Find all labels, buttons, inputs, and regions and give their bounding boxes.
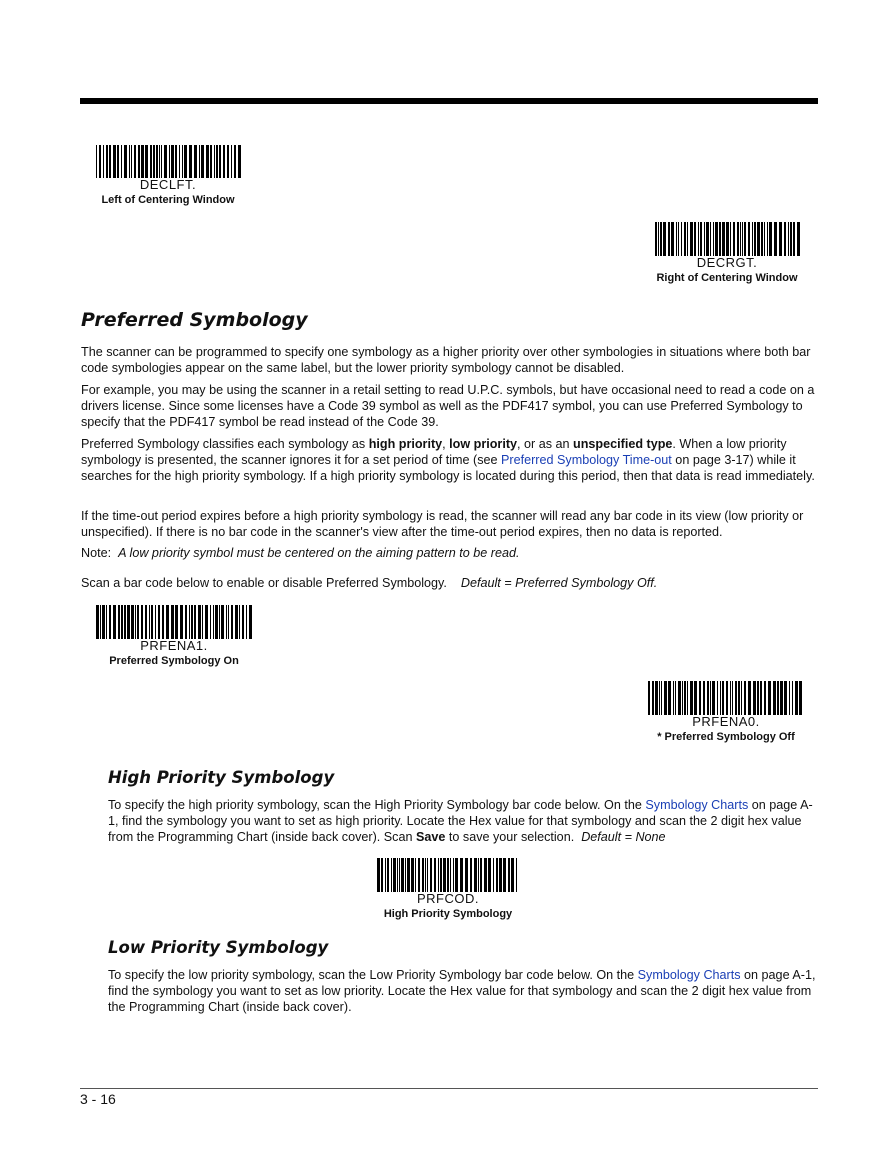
barcode-bar (175, 145, 177, 178)
barcode-bar (784, 681, 787, 715)
barcode-code: DECRGT. (696, 255, 758, 270)
barcode-bar (159, 145, 160, 178)
barcode-bar (726, 222, 729, 256)
barcode-bar (496, 858, 498, 892)
barcode-bar (161, 145, 162, 178)
barcode-bar (182, 145, 183, 178)
barcode-bar (124, 145, 127, 178)
barcode-caption: High Priority Symbology (383, 908, 513, 920)
barcode-bar (793, 222, 795, 256)
barcode-bar (213, 605, 214, 639)
barcode-bar (671, 222, 674, 256)
text: , (442, 437, 450, 451)
barcode-bar (401, 858, 404, 892)
barcode-bar (100, 605, 101, 639)
barcode-bar (740, 222, 741, 256)
barcode-bar (710, 222, 711, 256)
barcode-bar (779, 222, 782, 256)
barcode-bar (131, 605, 134, 639)
barcode-bar (789, 681, 790, 715)
barcode-decflt (88, 145, 248, 207)
barcode-bar (661, 681, 662, 715)
barcode-bar (149, 605, 150, 639)
barcode-bar (774, 222, 777, 256)
barcode-decrgt (646, 222, 808, 285)
barcode-bar (202, 605, 203, 639)
barcode-bar (684, 222, 686, 256)
barcode-bar (767, 222, 768, 256)
barcode-bar (663, 222, 666, 256)
barcode-bar (185, 605, 187, 639)
barcode-bar (470, 858, 472, 892)
barcode-bar (228, 605, 229, 639)
barcode-code: PRFCOD. (417, 891, 479, 906)
barcode-bar (141, 145, 144, 178)
barcode-caption: Right of Centering Window (656, 272, 798, 284)
barcode-bar (757, 222, 760, 256)
barcode-bar (511, 858, 514, 892)
barcode-bar (744, 681, 746, 715)
barcode-bar (700, 222, 702, 256)
barcode-bar (117, 145, 119, 178)
section-title-low-priority: Low Priority Symbology (108, 938, 329, 957)
barcode-bars (646, 681, 806, 715)
barcode-bar (757, 681, 759, 715)
paragraph: The scanner can be programmed to specify one symbology as a higher priority over other symbologies in situations where both bar code symbologies appear on the same label, but the lower priority symbology cannot be disabled. (81, 345, 811, 376)
barcode-bar (450, 858, 451, 892)
barcode-bar (106, 145, 108, 178)
barcode-bar (706, 222, 709, 256)
barcode-code: PRFENA1. (140, 638, 208, 653)
barcode-bar (124, 605, 126, 639)
barcode-bar (201, 145, 204, 178)
barcode-bar (405, 858, 406, 892)
barcode-bar (397, 858, 398, 892)
barcode-bar (189, 145, 192, 178)
barcode-bar (682, 681, 683, 715)
barcode-bar (198, 605, 201, 639)
barcode-bar (381, 858, 383, 892)
barcode-bar (668, 681, 671, 715)
barcode-bar (210, 605, 211, 639)
barcode-bar (189, 605, 190, 639)
barcode-bar (387, 858, 389, 892)
barcode-bar (121, 605, 123, 639)
barcode-bar (773, 681, 776, 715)
barcode-bar (134, 145, 136, 178)
barcode-bar (493, 858, 494, 892)
barcode-bar (443, 858, 446, 892)
barcode-bar (156, 145, 158, 178)
barcode-bar (668, 222, 670, 256)
barcode-bar (694, 681, 697, 715)
barcode-bar (242, 605, 244, 639)
barcode-bar (96, 605, 99, 639)
barcode-bar (210, 145, 212, 178)
barcode-bar (180, 605, 183, 639)
barcode-bar (118, 605, 120, 639)
barcode-bar (733, 222, 735, 256)
barcode-bar (169, 145, 170, 178)
text: on page 3-17) while it searches for the high priority symbology. If a high priority symbology is located during this period, then that data is read immediately. (81, 453, 815, 484)
barcode-bar (722, 222, 725, 256)
default-value: Default = Preferred Symbology Off. (460, 576, 658, 590)
link-preferred-symbology-timeout[interactable]: Preferred Symbology Time-out (501, 453, 672, 468)
barcode-bar (109, 145, 111, 178)
barcode-bar (741, 681, 742, 715)
barcode-bar (652, 681, 654, 715)
barcode-bar (206, 145, 209, 178)
bold-text: Save (415, 830, 446, 845)
barcode-bar (171, 145, 174, 178)
barcode-bar (655, 681, 658, 715)
barcode-bar (194, 145, 197, 178)
barcode-bar (399, 858, 400, 892)
barcode-bar (704, 222, 705, 256)
barcode-bar (106, 605, 107, 639)
barcode-bar (722, 681, 724, 715)
barcode-bar (748, 681, 751, 715)
barcode-bar (164, 145, 167, 178)
barcode-bar (726, 681, 728, 715)
barcode-bar (797, 222, 800, 256)
barcode-bar (460, 858, 463, 892)
barcode-bar (516, 858, 517, 892)
barcode-bar (681, 222, 682, 256)
barcode-bar (712, 681, 715, 715)
barcode-bar (453, 858, 454, 892)
barcode-bar (764, 222, 765, 256)
barcode-bar (678, 222, 679, 256)
barcode-bar (703, 681, 705, 715)
barcode-bar (199, 145, 200, 178)
barcode-caption: * Preferred Symbology Off (657, 731, 795, 743)
barcode-bars (653, 222, 801, 256)
text: on page A-1, find the symbology you want to set as high priority. Locate the Hex value for that symbology and scan the 2 digit hex value from the Programming Chart (inside back cover). Scan (108, 798, 813, 845)
barcode-bar (121, 145, 122, 178)
barcode-bar (660, 222, 662, 256)
bold-text: low priority (449, 437, 518, 451)
section-title-preferred-symbology: Preferred Symbology (81, 309, 308, 331)
barcode-bar (131, 145, 132, 178)
barcode-bar (752, 222, 753, 256)
barcode-bar (438, 858, 439, 892)
barcode-bar (713, 222, 714, 256)
barcode-bar (219, 605, 220, 639)
barcode-bar (753, 681, 756, 715)
note (81, 545, 817, 561)
barcode-prfena0 (640, 681, 812, 744)
barcode-bar (223, 145, 225, 178)
barcode-bar (216, 145, 218, 178)
barcode-bar (179, 145, 180, 178)
barcode-bar (407, 858, 410, 892)
barcode-bar (730, 681, 731, 715)
barcode-bar (707, 681, 709, 715)
text: on page A-1, find the symbology you want to set as low priority. Locate the Hex value for that symbology and scan the 2 digit hex value from the Programming Chart (inside back cover). (108, 968, 816, 1015)
barcode-bar (145, 605, 147, 639)
text: To specify the high priority symbology, scan the High Priority Symbology bar code below. On the (108, 798, 646, 812)
barcode-bar (434, 858, 436, 892)
barcode-bar (710, 681, 711, 715)
barcode-bar (129, 145, 130, 178)
barcode-bar (735, 681, 737, 715)
barcode-bar (377, 858, 380, 892)
barcode-bar (790, 222, 792, 256)
barcode-bar (137, 605, 139, 639)
barcode-bar (430, 858, 432, 892)
barcode-prfcod (370, 858, 526, 921)
barcode-bar (717, 681, 718, 715)
barcode-bar (788, 222, 789, 256)
text: Preferred Symbology classifies each symbology as (81, 437, 369, 451)
barcode-bar (155, 605, 156, 639)
barcode-code: DECLFT. (139, 177, 197, 192)
barcode-prfena1 (88, 605, 260, 668)
barcode-bar (673, 681, 674, 715)
barcode-bars (94, 145, 242, 178)
text: to save your selection. (445, 830, 575, 845)
barcode-bar (784, 222, 786, 256)
barcode-bar (474, 858, 477, 892)
barcode-bar (385, 858, 386, 892)
barcode-bar (769, 222, 772, 256)
barcode-bar (103, 145, 104, 178)
note-label: Note: (81, 546, 112, 560)
paragraph: For example, you may be using the scanner in a retail setting to read U.P.C. symbols, but have occasional need to read a code on a drivers license. Since some licenses have a Code 39 symbol as well as the PDF417 symbol, you can use Preferred Symbology to specify that the PDF417 symbol be read instead of the Code 39. (81, 383, 815, 430)
barcode-bar (113, 145, 116, 178)
barcode-bar (465, 858, 468, 892)
barcode-bar (764, 681, 766, 715)
bottom-rule (80, 1088, 818, 1089)
text: To specify the low priority symbology, scan the Low Priority Symbology bar code below. On the (108, 968, 638, 982)
barcode-bar (730, 222, 731, 256)
barcode-bar (109, 605, 111, 639)
barcode-bar (249, 605, 252, 639)
barcode-bar (795, 681, 798, 715)
barcode-bar (792, 681, 793, 715)
paragraph (108, 797, 820, 846)
barcode-bar (102, 605, 105, 639)
barcode-bar (777, 681, 779, 715)
barcode-bar (135, 605, 136, 639)
barcode-bar (415, 858, 416, 892)
barcode-bar (499, 858, 502, 892)
barcode-bar (676, 222, 677, 256)
barcode-bar (455, 858, 458, 892)
barcode-bar (227, 145, 229, 178)
barcode-bar (768, 681, 771, 715)
barcode-bar (411, 858, 414, 892)
barcode-bar (226, 605, 227, 639)
barcode-bar (508, 858, 510, 892)
paragraph: If the time-out period expires before a high priority symbology is read, the scanner will read any bar code in its view (low priority or unspecified). If there is no bar code in the scanner's view after the time-out period expires, then no data is reported. (81, 509, 804, 540)
barcode-bar (141, 605, 143, 639)
barcode-bar (99, 145, 101, 178)
page-number: 3 - 16 (80, 1091, 116, 1107)
barcode-bar (684, 681, 686, 715)
barcode-bar (480, 858, 482, 892)
paragraph (81, 436, 817, 485)
barcode-bar (234, 145, 236, 178)
barcode-bar (235, 605, 238, 639)
barcode-code: PRFENA0. (692, 714, 760, 729)
barcode-bar (138, 145, 140, 178)
barcode-bar (659, 681, 660, 715)
barcode-bar (484, 858, 487, 892)
barcode-caption: Left of Centering Window (101, 194, 235, 206)
barcode-bars (375, 858, 521, 892)
section-title-high-priority: High Priority Symbology (108, 768, 335, 787)
text: , or as an (517, 437, 574, 451)
barcode-bar (738, 681, 740, 715)
barcode-bar (748, 222, 750, 256)
barcode-bar (715, 222, 718, 256)
barcode-bar (694, 222, 696, 256)
barcode-bar (699, 681, 701, 715)
barcode-bar (239, 605, 240, 639)
barcode-bar (503, 858, 506, 892)
barcode-bar (754, 222, 756, 256)
barcode-bar (744, 222, 746, 256)
barcode-bar (205, 605, 208, 639)
barcode-bar (231, 605, 233, 639)
barcode-bar (690, 222, 693, 256)
barcode-bar (184, 145, 187, 178)
barcode-bar (171, 605, 174, 639)
note-text: A low priority symbol must be centered on the aiming pattern to be read. (118, 546, 520, 560)
barcode-bar (96, 145, 97, 178)
scan-instruction (81, 575, 817, 591)
barcode-bar (127, 605, 130, 639)
barcode-bar (478, 858, 479, 892)
barcode-bar (687, 681, 688, 715)
barcode-bar (687, 222, 688, 256)
paragraph (108, 967, 820, 1016)
barcode-bar (447, 858, 449, 892)
barcode-bar (732, 681, 733, 715)
barcode-bar (655, 222, 657, 256)
barcode-bar (153, 145, 155, 178)
barcode-bar (440, 858, 442, 892)
barcode-bar (231, 145, 232, 178)
barcode-bar (151, 605, 153, 639)
barcode-bar (720, 681, 721, 715)
barcode-bar (761, 222, 763, 256)
top-rule (80, 98, 818, 104)
barcode-bar (690, 681, 693, 715)
barcode-bar (488, 858, 491, 892)
barcode-bar (678, 681, 681, 715)
barcode-bar (742, 222, 743, 256)
barcode-bar (418, 858, 420, 892)
text: . When a low priority symbology is presented, the scanner ignores it for a set period of time (see (81, 437, 787, 468)
barcode-bar (158, 605, 160, 639)
barcode-bar (215, 605, 218, 639)
barcode-bar (166, 605, 169, 639)
barcode-bar (719, 222, 721, 256)
barcode-bar (391, 858, 392, 892)
barcode-bar (214, 145, 215, 178)
barcode-bar (393, 858, 396, 892)
barcode-bar (648, 681, 650, 715)
barcode-bar (737, 222, 739, 256)
barcode-bar (698, 222, 699, 256)
barcode-bar (191, 605, 193, 639)
barcode-bar (162, 605, 164, 639)
barcode-caption: Preferred Symbology On (109, 655, 239, 667)
barcode-bar (658, 222, 659, 256)
barcode-bar (194, 605, 196, 639)
barcode-bars (94, 605, 254, 639)
barcode-bar (799, 681, 802, 715)
barcode-bar (150, 145, 152, 178)
barcode-bar (113, 605, 116, 639)
barcode-bar (427, 858, 428, 892)
barcode-bar (219, 145, 221, 178)
link-symbology-charts[interactable]: Symbology Charts (645, 798, 749, 812)
barcode-bar (422, 858, 424, 892)
default-value: Default = None (581, 830, 666, 845)
link-symbology-charts[interactable]: Symbology Charts (637, 968, 741, 982)
barcode-bar (238, 145, 241, 178)
text: Scan a bar code below to enable or disable Preferred Symbology. (81, 576, 447, 590)
barcode-bar (780, 681, 783, 715)
barcode-bar (246, 605, 247, 639)
barcode-bar (760, 681, 762, 715)
barcode-bar (664, 681, 667, 715)
bold-text: unspecified type (573, 437, 673, 451)
barcode-bar (675, 681, 676, 715)
barcode-bar (145, 145, 148, 178)
bold-text: high priority (368, 437, 443, 451)
barcode-bar (425, 858, 426, 892)
barcode-bar (175, 605, 178, 639)
barcode-bar (221, 605, 224, 639)
